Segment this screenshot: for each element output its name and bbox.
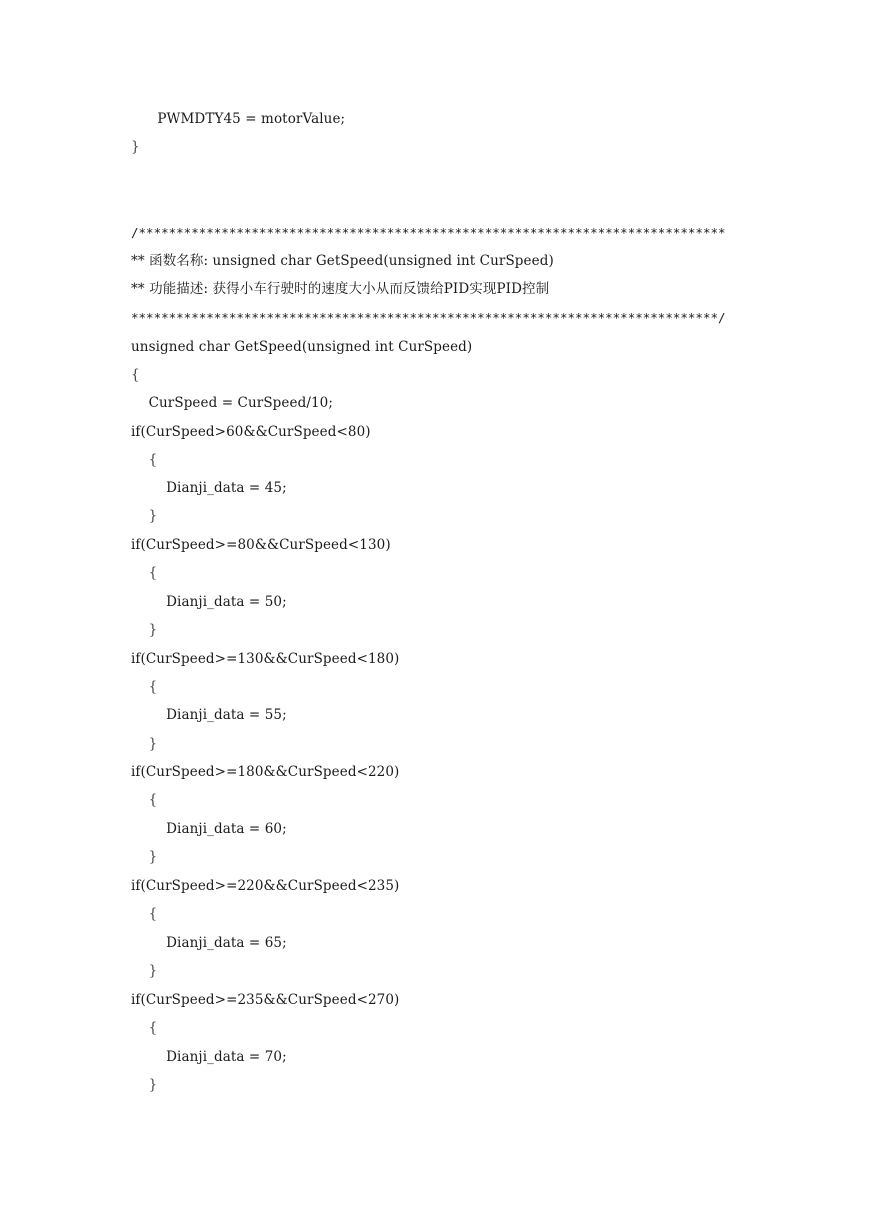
code-line: {: [131, 1020, 158, 1036]
code-line: }: [131, 849, 158, 865]
code-line: PWMDTY45 = motorValue;: [131, 111, 346, 127]
comment-function-name: ** 函数名称: unsigned char GetSpeed(unsigned int CurSpeed): [131, 253, 554, 269]
code-line: }: [131, 508, 158, 524]
code-line: if(CurSpeed>=180&&CurSpeed<220): [131, 764, 400, 780]
code-line: {: [131, 565, 158, 581]
code-line: {: [131, 452, 158, 468]
comment-function-description: ** 功能描述: 获得小车行驶时的速度大小从而反馈给PID实现PID控制: [131, 281, 550, 297]
code-line: CurSpeed = CurSpeed/10;: [131, 395, 334, 411]
comment-border-top: /******************************************************************************: [131, 225, 726, 240]
code-line: if(CurSpeed>=80&&CurSpeed<130): [131, 537, 391, 553]
code-line: }: [131, 736, 158, 752]
code-line: if(CurSpeed>=235&&CurSpeed<270): [131, 992, 400, 1008]
code-line: Dianji_data = 65;: [131, 935, 287, 951]
code-line: Dianji_data = 55;: [131, 707, 287, 723]
code-line: Dianji_data = 70;: [131, 1049, 287, 1065]
code-line: }: [131, 963, 158, 979]
function-signature: unsigned char GetSpeed(unsigned int CurSpeed): [131, 339, 473, 355]
code-line: if(CurSpeed>60&&CurSpeed<80): [131, 424, 371, 440]
code-line: Dianji_data = 60;: [131, 821, 287, 837]
code-line: if(CurSpeed>=220&&CurSpeed<235): [131, 878, 400, 894]
code-line: {: [131, 367, 140, 383]
code-line: }: [131, 622, 158, 638]
code-line: Dianji_data = 50;: [131, 594, 287, 610]
code-line: if(CurSpeed>=130&&CurSpeed<180): [131, 651, 400, 667]
comment-border-bottom: ******************************************************************************/: [131, 310, 726, 325]
code-line: }: [131, 1077, 158, 1093]
code-line: Dianji_data = 45;: [131, 480, 287, 496]
code-line: }: [131, 139, 140, 155]
code-line: {: [131, 906, 158, 922]
code-line: {: [131, 792, 158, 808]
code-line: {: [131, 679, 158, 695]
